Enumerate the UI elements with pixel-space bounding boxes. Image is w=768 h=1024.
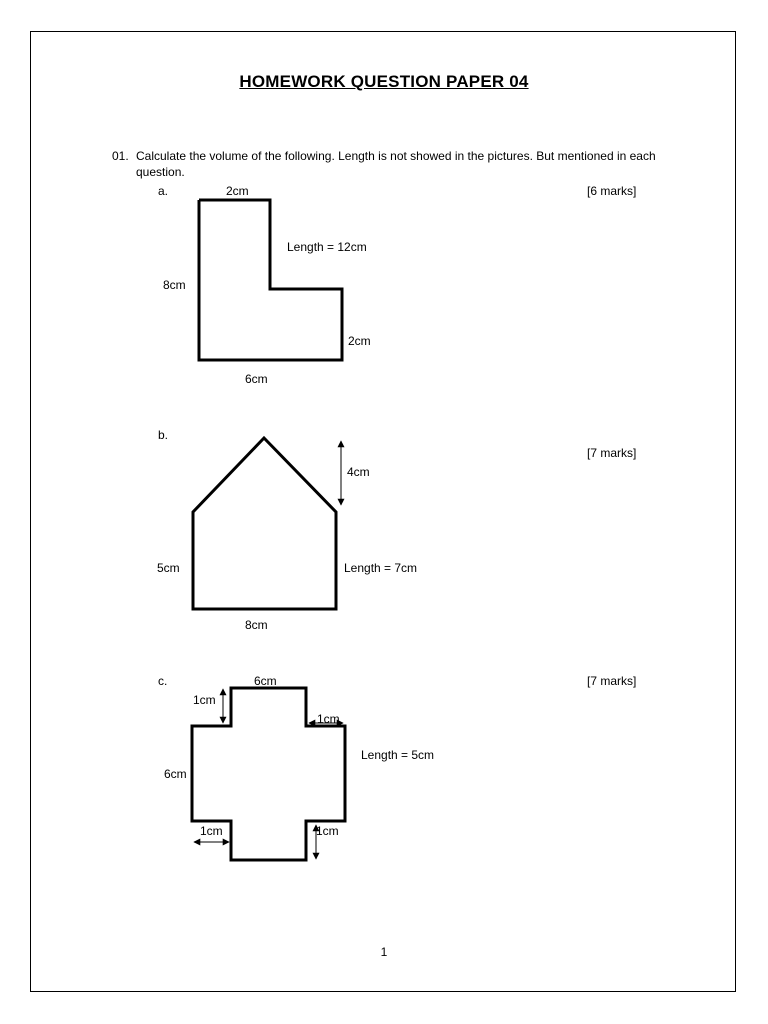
part-b-dim-bottom: 8cm <box>245 618 268 632</box>
page-title: HOMEWORK QUESTION PAPER 04 <box>239 72 529 91</box>
part-b-label: b. <box>158 428 169 442</box>
part-c-dim-top: 6cm <box>254 674 277 688</box>
part-a-marks: [6 marks] <box>587 184 637 198</box>
page-number: 1 <box>380 945 388 959</box>
part-a-dim-right: 2cm <box>348 334 371 348</box>
part-c-dim-top-notch: 1cm <box>193 693 216 707</box>
part-c-dim-bottom-right-notch: 1cm <box>316 824 339 838</box>
part-c-label: c. <box>158 674 168 688</box>
question-number: 01. <box>112 149 129 163</box>
part-c-dim-left: 6cm <box>164 767 187 781</box>
part-a-dim-bottom: 6cm <box>245 372 268 386</box>
question-text: Calculate the volume of the following. Length is not showed in the pictures. But mentioned in each question. <box>136 149 656 179</box>
part-a-length: Length = 12cm <box>287 240 367 254</box>
part-c-marks: [7 marks] <box>587 674 637 688</box>
part-a-dim-left: 8cm <box>163 278 186 292</box>
part-b-marks: [7 marks] <box>587 446 637 460</box>
part-c-dim-bottom-left-notch: 1cm <box>200 824 223 838</box>
part-c-dim-right-notch: 1cm <box>317 712 340 726</box>
part-a-dim-top: 2cm <box>226 184 249 198</box>
part-b-dim-roof: 4cm <box>347 465 370 479</box>
part-c-length: Length = 5cm <box>361 748 435 762</box>
part-a-label: a. <box>158 184 169 198</box>
part-b-dim-left: 5cm <box>157 561 180 575</box>
part-b-length: Length = 7cm <box>344 561 418 575</box>
